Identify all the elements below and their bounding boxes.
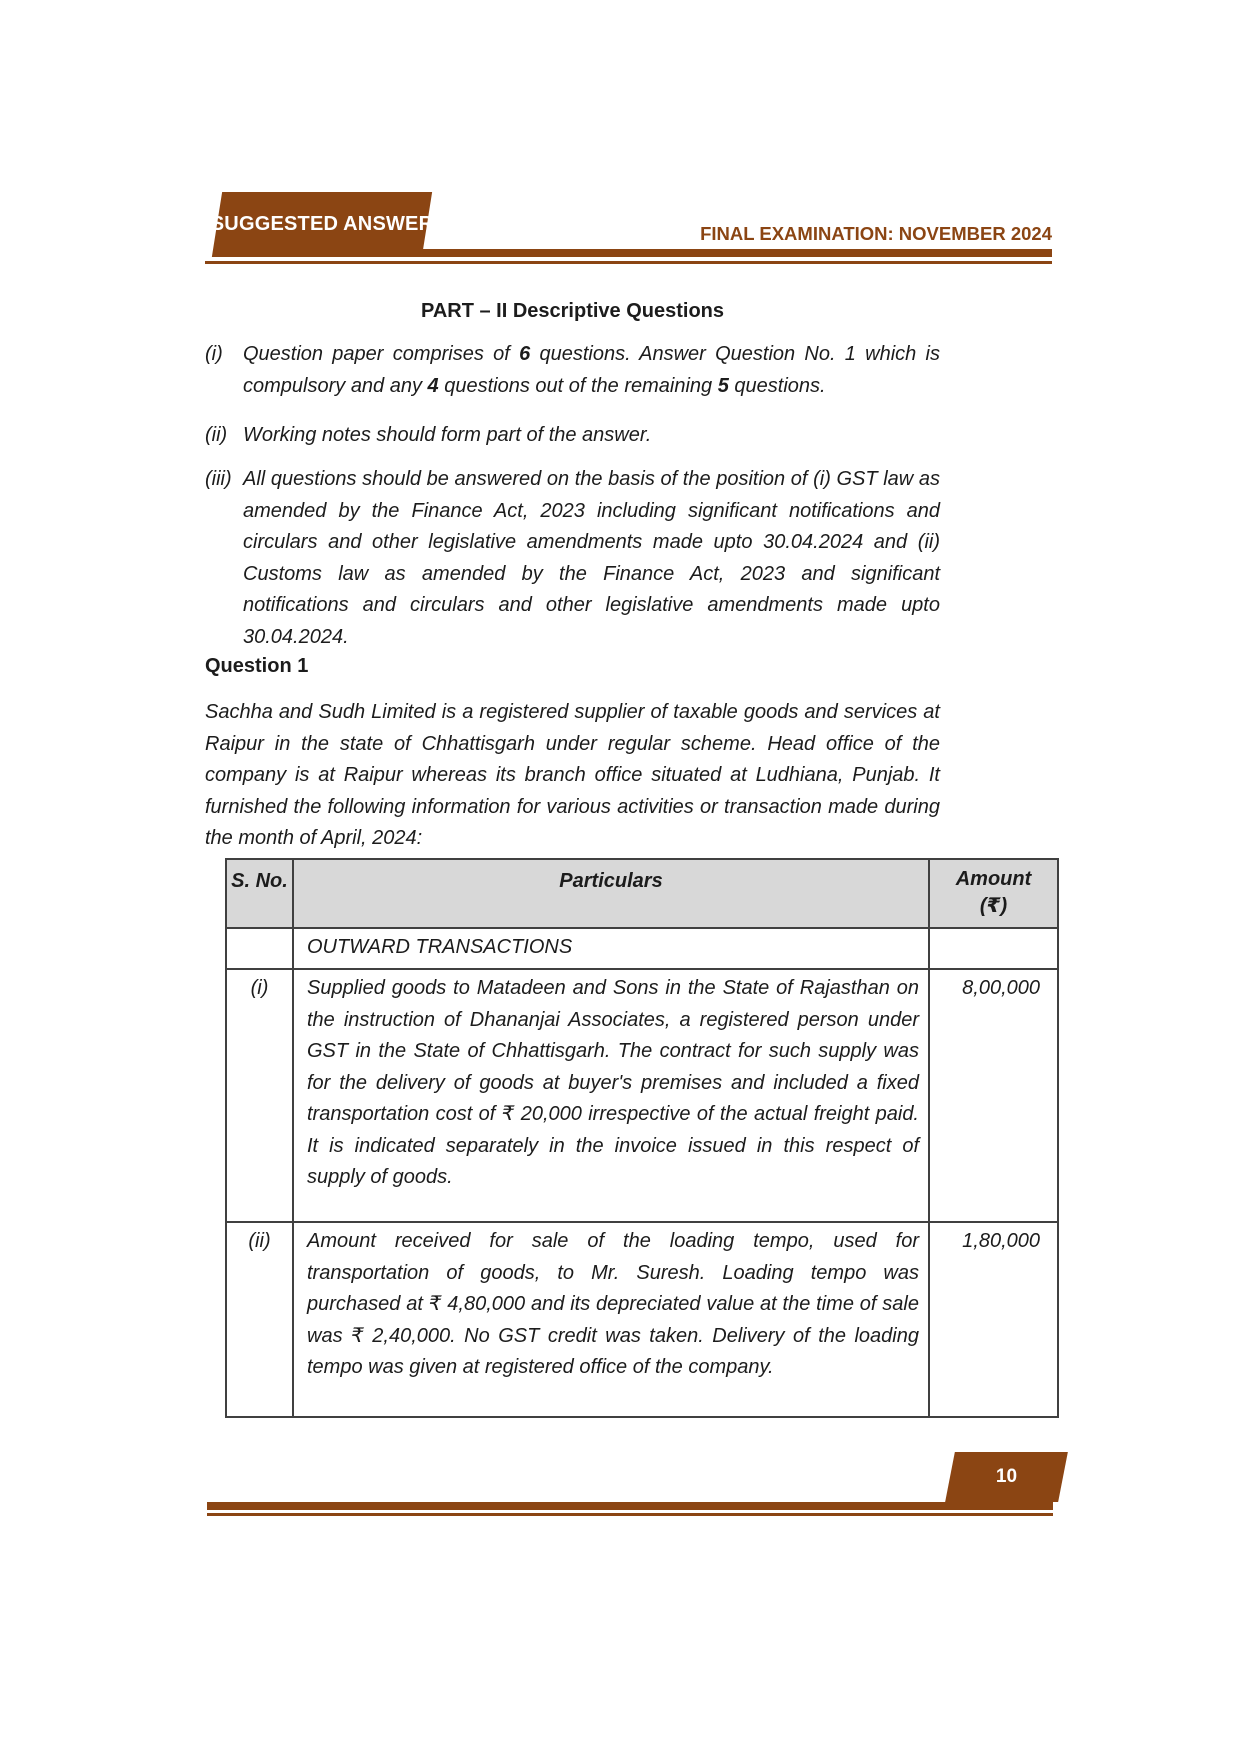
exam-title: FINAL EXAMINATION: NOVEMBER 2024: [700, 223, 1052, 244]
header-rule-thin: [205, 261, 1052, 264]
question-intro: Sachha and Sudh Limited is a registered supplier of taxable goods and services at Raipur in the state of Chhattisgarh under regular scheme. Head office of the company is at Raipur whereas its branch office situated at Ludhiana, Punjab. It furnished the following information for various activities or transaction made during the month of April, 2024:: [205, 701, 940, 849]
header-rule-thick: [420, 249, 1052, 257]
instruction-segment-bold: 5: [717, 374, 729, 397]
instruction-segment: questions. Answer Question No. 1 which is compulsory and any: [243, 343, 940, 397]
col-header-sno: S. No.: [226, 859, 293, 928]
col-header-particulars: Particulars: [293, 859, 929, 928]
question-heading: Question 1: [205, 655, 309, 677]
section-title-cell: OUTWARD TRANSACTIONS: [293, 928, 929, 969]
instruction-segment: questions.: [728, 374, 826, 397]
instruction-segment: questions out of the remaining: [438, 374, 718, 397]
instruction-item-2: [205, 420, 940, 452]
instruction-segment-bold: 4: [427, 374, 439, 397]
banner-label: SUGGESTED ANSWER: [210, 213, 434, 235]
section-amount-cell: [929, 928, 1058, 969]
footer-rule-thick: [207, 1502, 1053, 1510]
row-amount-cell: 8,00,000: [929, 969, 1058, 1222]
col-header-amount-line1: Amount: [955, 868, 1032, 890]
row-amount-cell: 1,80,000: [929, 1222, 1058, 1417]
table-row: [226, 969, 1058, 1222]
table-header-row: [226, 859, 1058, 928]
page-number: 10: [995, 1466, 1018, 1487]
instruction-text: All questions should be answered on the basis of the position of (i) GST law as amended by the Finance Act, 2023 including significant notifications and circulars and other legislative amendments made upto 30.04.2024 and (ii) Customs law as amended by the Finance Act, 2023 and significant notifications and circulars and other legislative amendments made upto 30.04.2024.: [243, 468, 940, 648]
instruction-segment: Question paper comprises of: [243, 343, 520, 365]
instruction-text: [243, 339, 940, 402]
instruction-label: (i): [205, 343, 223, 365]
row-particulars-cell: Supplied goods to Matadeen and Sons in the State of Rajasthan on the instruction of Dhananjai Associates, a registered person under GST in the State of Chhattisgarh. The contract for such supply was for the delivery of goods at buyer's premises and included a fixed transportation cost of ₹ 20,000 irrespective of the actual freight paid. It is indicated separately in the invoice issued in this respect of supply of goods.: [293, 969, 929, 1222]
section-sno-cell: [226, 928, 293, 969]
instruction-segment-bold: 6: [519, 343, 531, 365]
part-title: PART – II Descriptive Questions: [420, 300, 725, 322]
table-section-row: [226, 928, 1058, 969]
footer-rule-thin: [207, 1513, 1053, 1516]
col-header-amount: [929, 859, 1058, 928]
instruction-item-3: [205, 464, 940, 653]
row-sno-cell: (ii): [226, 1222, 293, 1417]
instruction-label: (iii): [205, 468, 232, 490]
transactions-table: [225, 858, 1059, 1418]
instruction-text: Working notes should form part of the answer.: [243, 424, 652, 446]
row-particulars-cell: Amount received for sale of the loading tempo, used for transportation of goods, to Mr. Suresh. Loading tempo was purchased at ₹ 4,80,000 and its depreciated value at the time of sale was ₹ 2,40,000. No GST credit was taken. Delivery of the loading tempo was given at registered office of the company.: [293, 1222, 929, 1417]
table-row: [226, 1222, 1058, 1417]
instruction-item-1: [205, 339, 940, 402]
instruction-label: (ii): [205, 424, 228, 446]
row-sno-cell: (i): [226, 969, 293, 1222]
col-header-amount-line2: (₹): [979, 895, 1008, 917]
